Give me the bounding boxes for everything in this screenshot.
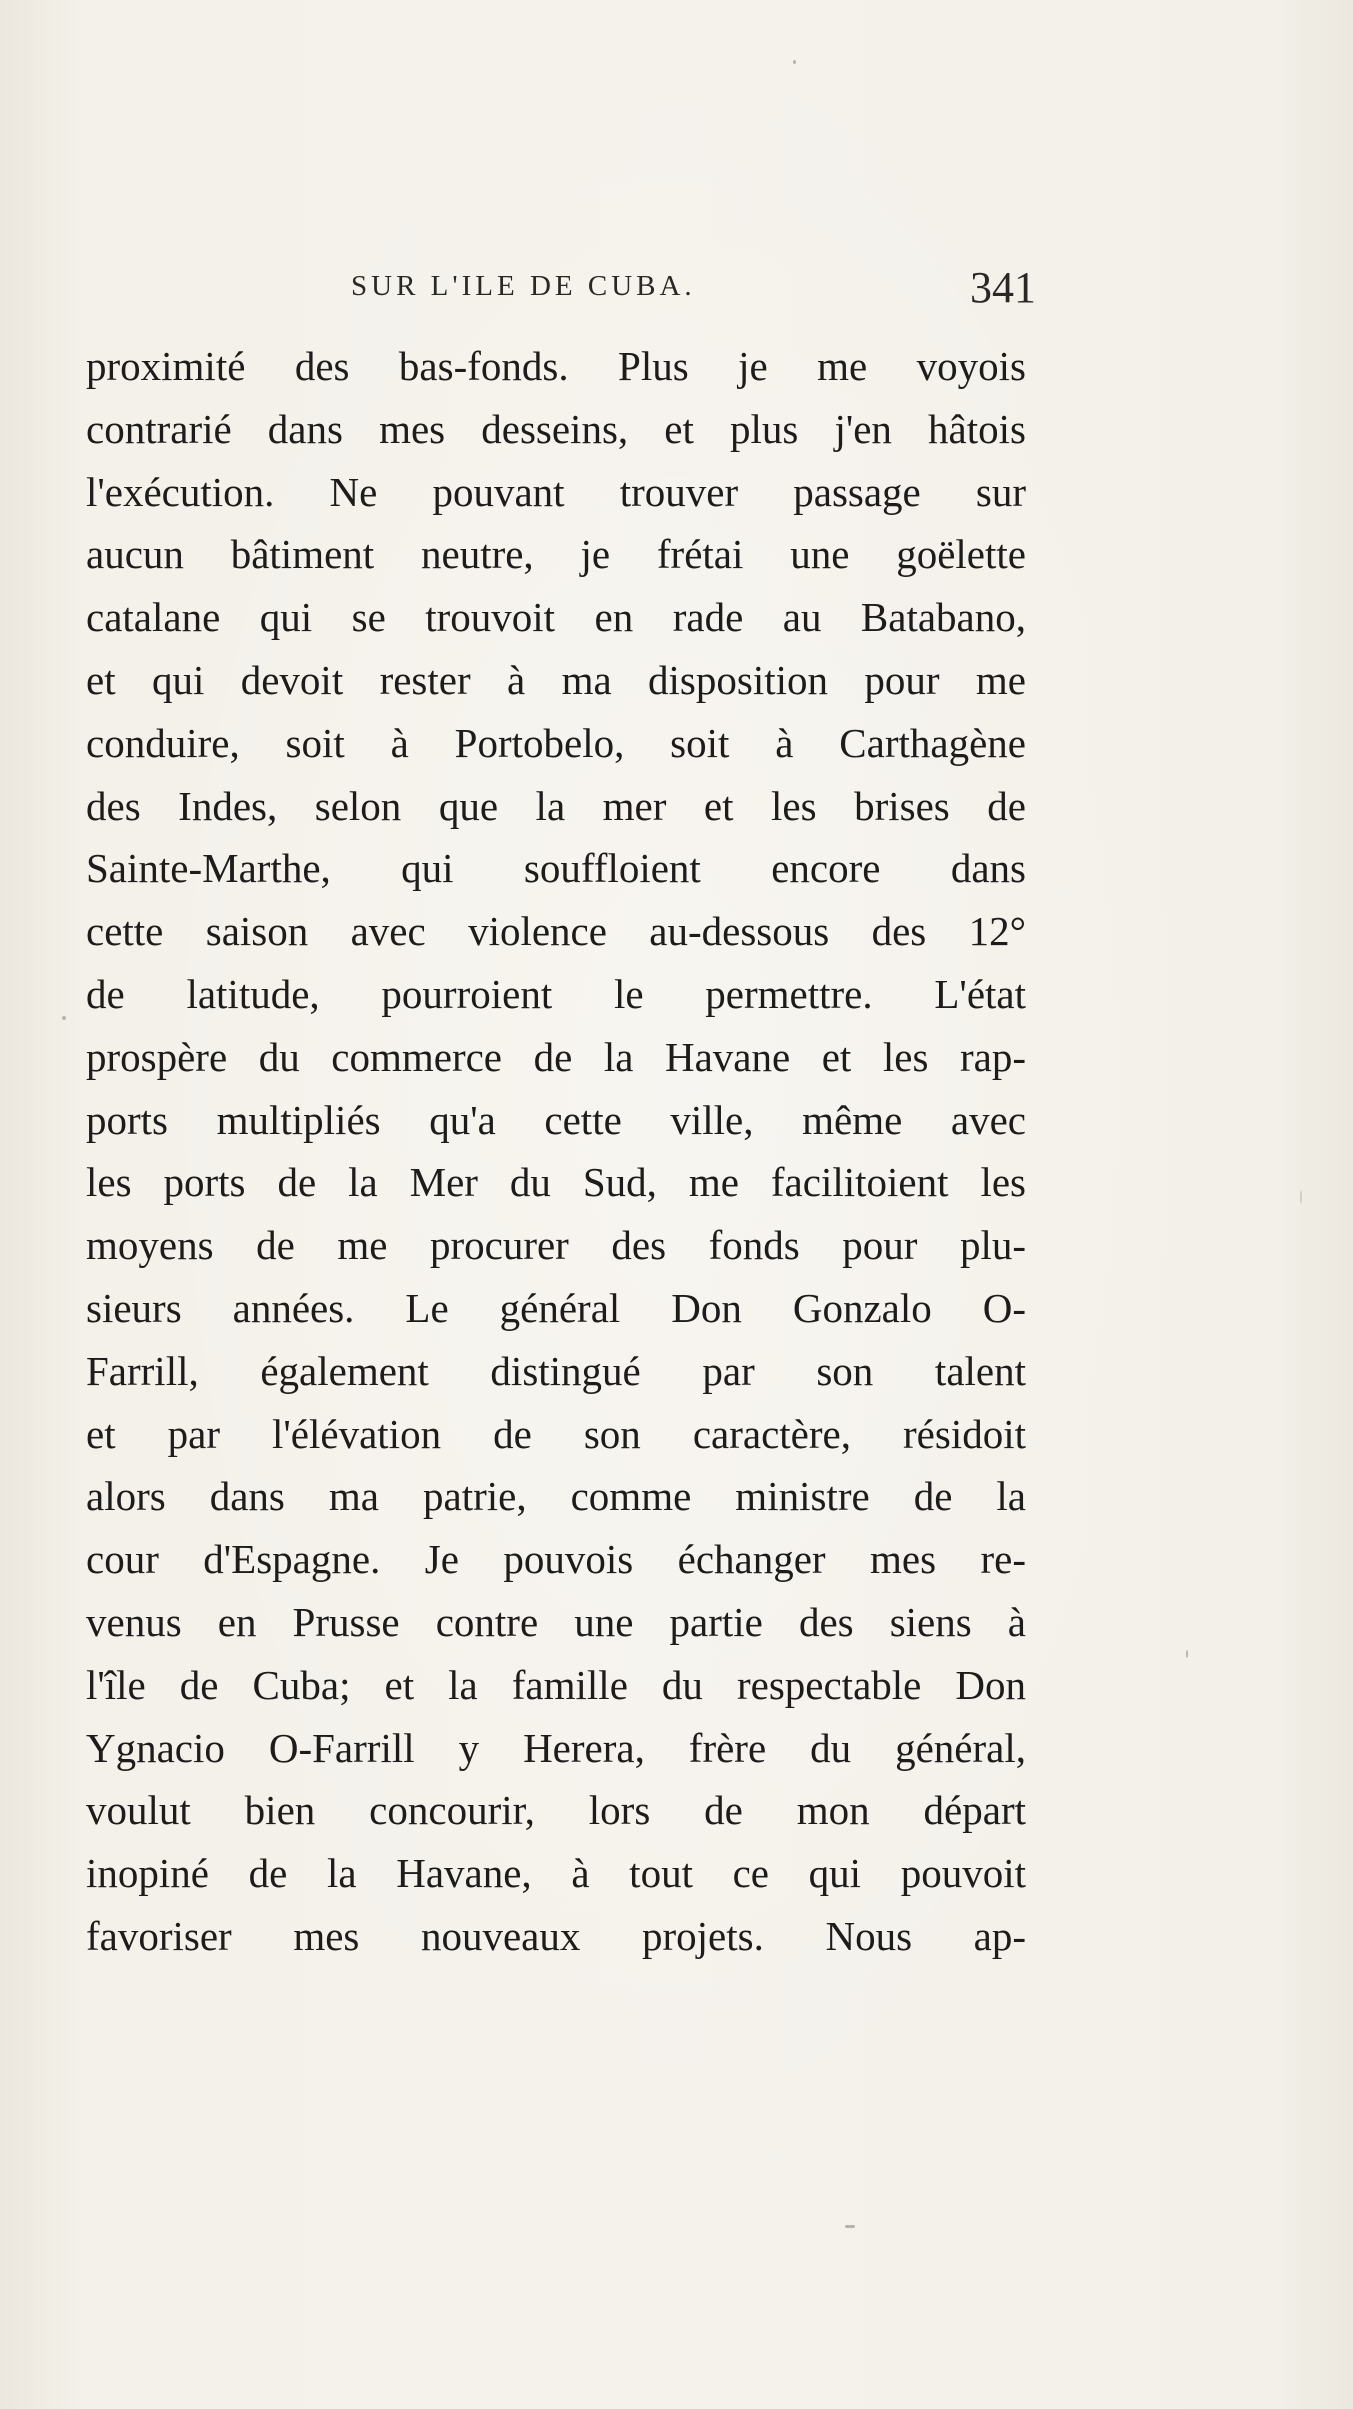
- paper-speck: [793, 60, 796, 64]
- text-line: catalane qui se trouvoit en rade au Batabano,: [86, 594, 1026, 641]
- paper-speck: [62, 1016, 66, 1020]
- text-line: l'exécution. Ne pouvant trouver passage sur: [86, 468, 1026, 515]
- running-head: [86, 262, 1036, 312]
- paper-speck: [1186, 1650, 1188, 1658]
- paper-speck: [845, 2225, 855, 2228]
- text-line: proximité des bas-fonds. Plus je me voyois: [86, 343, 1026, 389]
- text-line: Farrill, également distingué par son talent: [86, 1347, 1026, 1394]
- text-line: favoriser mes nouveaux projets. Nous ap-: [86, 1912, 1026, 1959]
- text-line: inopiné de la Havane, à tout ce qui pouvoit: [86, 1850, 1026, 1897]
- text-line: moyens de me procurer des fonds pour plu-: [86, 1222, 1026, 1269]
- paper-speck: [1300, 1190, 1302, 1204]
- text-line: ports multipliés qu'a cette ville, même avec: [86, 1096, 1026, 1143]
- text-line: aucun bâtiment neutre, je frétai une goëlette: [86, 531, 1026, 578]
- text-line: l'île de Cuba; et la famille du respectable Don: [86, 1661, 1026, 1708]
- text-line: conduire, soit à Portobelo, soit à Carthagène: [86, 719, 1026, 766]
- running-title: SUR L'ILE DE CUBA.: [351, 270, 696, 302]
- text-line: contrarié dans mes desseins, et plus j'en hâtois: [86, 405, 1026, 452]
- text-line: les ports de la Mer du Sud, me facilitoient les: [86, 1159, 1026, 1206]
- text-line: venus en Prusse contre une partie des siens à: [86, 1598, 1026, 1645]
- text-line: de latitude, pourroient le permettre. L'état: [86, 970, 1026, 1017]
- text-line: sieurs années. Le général Don Gonzalo O-: [86, 1284, 1026, 1331]
- text-line: des Indes, selon que la mer et les brises de: [86, 782, 1026, 829]
- text-line: et par l'élévation de son caractère, résidoit: [86, 1410, 1026, 1457]
- text-line: Sainte-Marthe, qui souffloient encore dans: [86, 845, 1026, 892]
- text-line: et qui devoit rester à ma disposition pour me: [86, 656, 1026, 703]
- page-number: 341: [970, 263, 1036, 312]
- text-line: voulut bien concourir, lors de mon départ: [86, 1787, 1026, 1834]
- text-line: cour d'Espagne. Je pouvois échanger mes re-: [86, 1536, 1026, 1583]
- text-line: alors dans ma patrie, comme ministre de la: [86, 1473, 1026, 1520]
- text-line: cette saison avec violence au-dessous des 12°: [86, 908, 1026, 955]
- body-text: [86, 335, 1026, 1968]
- text-line: Ygnacio O-Farrill y Herera, frère du général,: [86, 1724, 1026, 1771]
- text-line: prospère du commerce de la Havane et les rap-: [86, 1033, 1026, 1080]
